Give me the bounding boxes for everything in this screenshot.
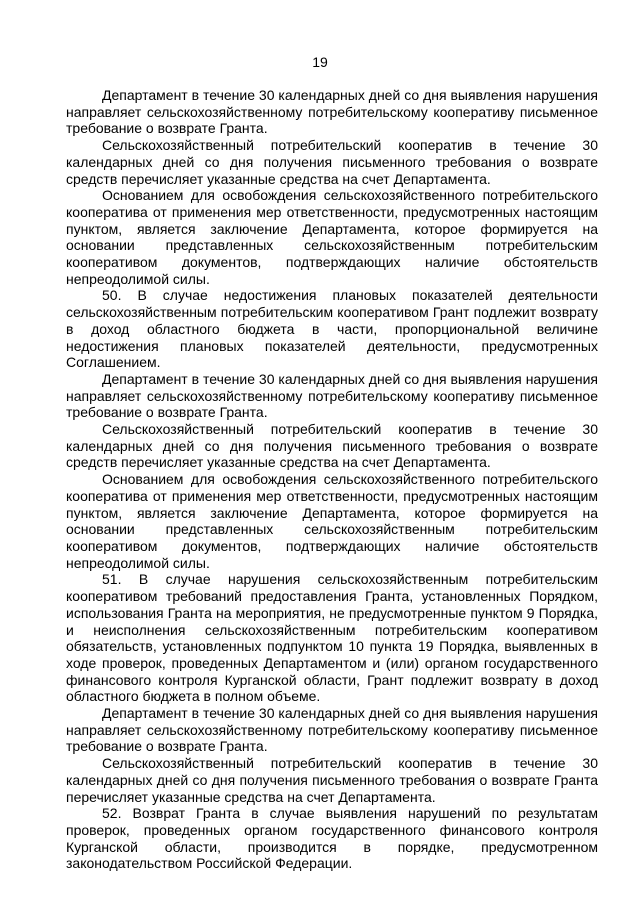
paragraph-clause-52: 52. Возврат Гранта в случае выявления нарушений по результатам проверок, проведенных органом государственного финансового контроля Курганской области, производится в порядке, предусмотренном законодательством Российской Федерации.	[66, 805, 598, 872]
paragraph-department-notice: Департамент в течение 30 календарных дней со дня выявления нарушения направляет сельскохозяйственному потребительскому кооперативу письменное требование о возврате Гранта.	[66, 705, 598, 755]
paragraph-cooperative-refund: Сельскохозяйственный потребительский кооператив в течение 30 календарных дней со дня получения письменного требования о возврате средств перечисляет указанные средства на счет Департамента.	[66, 137, 598, 187]
paragraph-force-majeure-exemption: Основанием для освобождения сельскохозяйственного потребительского кооператива от применения мер ответственности, предусмотренных настоящим пунктом, является заключение Департамента, которое формируется на основании представленных сельскохозяйственным потребительским кооперативом документов, подтверждающих наличие обстоятельств непреодолимой силы.	[66, 187, 598, 287]
paragraph-clause-51: 51. В случае нарушения сельскохозяйственным потребительским кооперативом требований предоставления Гранта, установленных Порядком, использования Гранта на мероприятия, не предусмотренные пунктом 9 Порядка, и неисполнения сельскохозяйственным потребительским кооперативом обязательств, установленных подпунктом 10 пункта 19 Порядка, выявленных в ходе проверок, проведенных Департаментом и (или) органом государственного финансового контроля Курганской области, Грант подлежит возврату в доход областного бюджета в полном объеме.	[66, 571, 598, 705]
paragraph-department-notice: Департамент в течение 30 календарных дней со дня выявления нарушения направляет сельскохозяйственному потребительскому кооперативу письменное требование о возврате Гранта.	[66, 370, 598, 421]
page-number: 19	[312, 54, 328, 70]
document-body	[66, 87, 598, 872]
paragraph-department-notice: Департамент в течение 30 календарных дней со дня выявления нарушения направляет сельскохозяйственному потребительскому кооперативу письменное требование о возврате Гранта.	[66, 87, 598, 137]
paragraph-cooperative-refund: Сельскохозяйственный потребительский кооператив в течение 30 календарных дней со дня получения письменного требования о возврате средств перечисляет указанные средства на счет Департамента.	[66, 421, 598, 471]
paragraph-force-majeure-exemption: Основанием для освобождения сельскохозяйственного потребительского кооператива от применения мер ответственности, предусмотренных настоящим пунктом, является заключение Департамента, которое формируется на основании представленных сельскохозяйственным потребительским кооперативом документов, подтверждающих наличие обстоятельств непреодолимой силы.	[66, 471, 598, 571]
paragraph-clause-50: 50. В случае недостижения плановых показателей деятельности сельскохозяйственным потребительским кооперативом Грант подлежит возврату в доход областного бюджета в части, пропорциональной величине недостижения плановых показателей деятельности, предусмотренных Соглашением.	[66, 287, 598, 371]
paragraph-cooperative-refund: Сельскохозяйственный потребительский кооператив в течение 30 календарных дней со дня получения письменного требования о возврате Гранта перечисляет указанные средства на счет Департамента.	[66, 755, 598, 805]
